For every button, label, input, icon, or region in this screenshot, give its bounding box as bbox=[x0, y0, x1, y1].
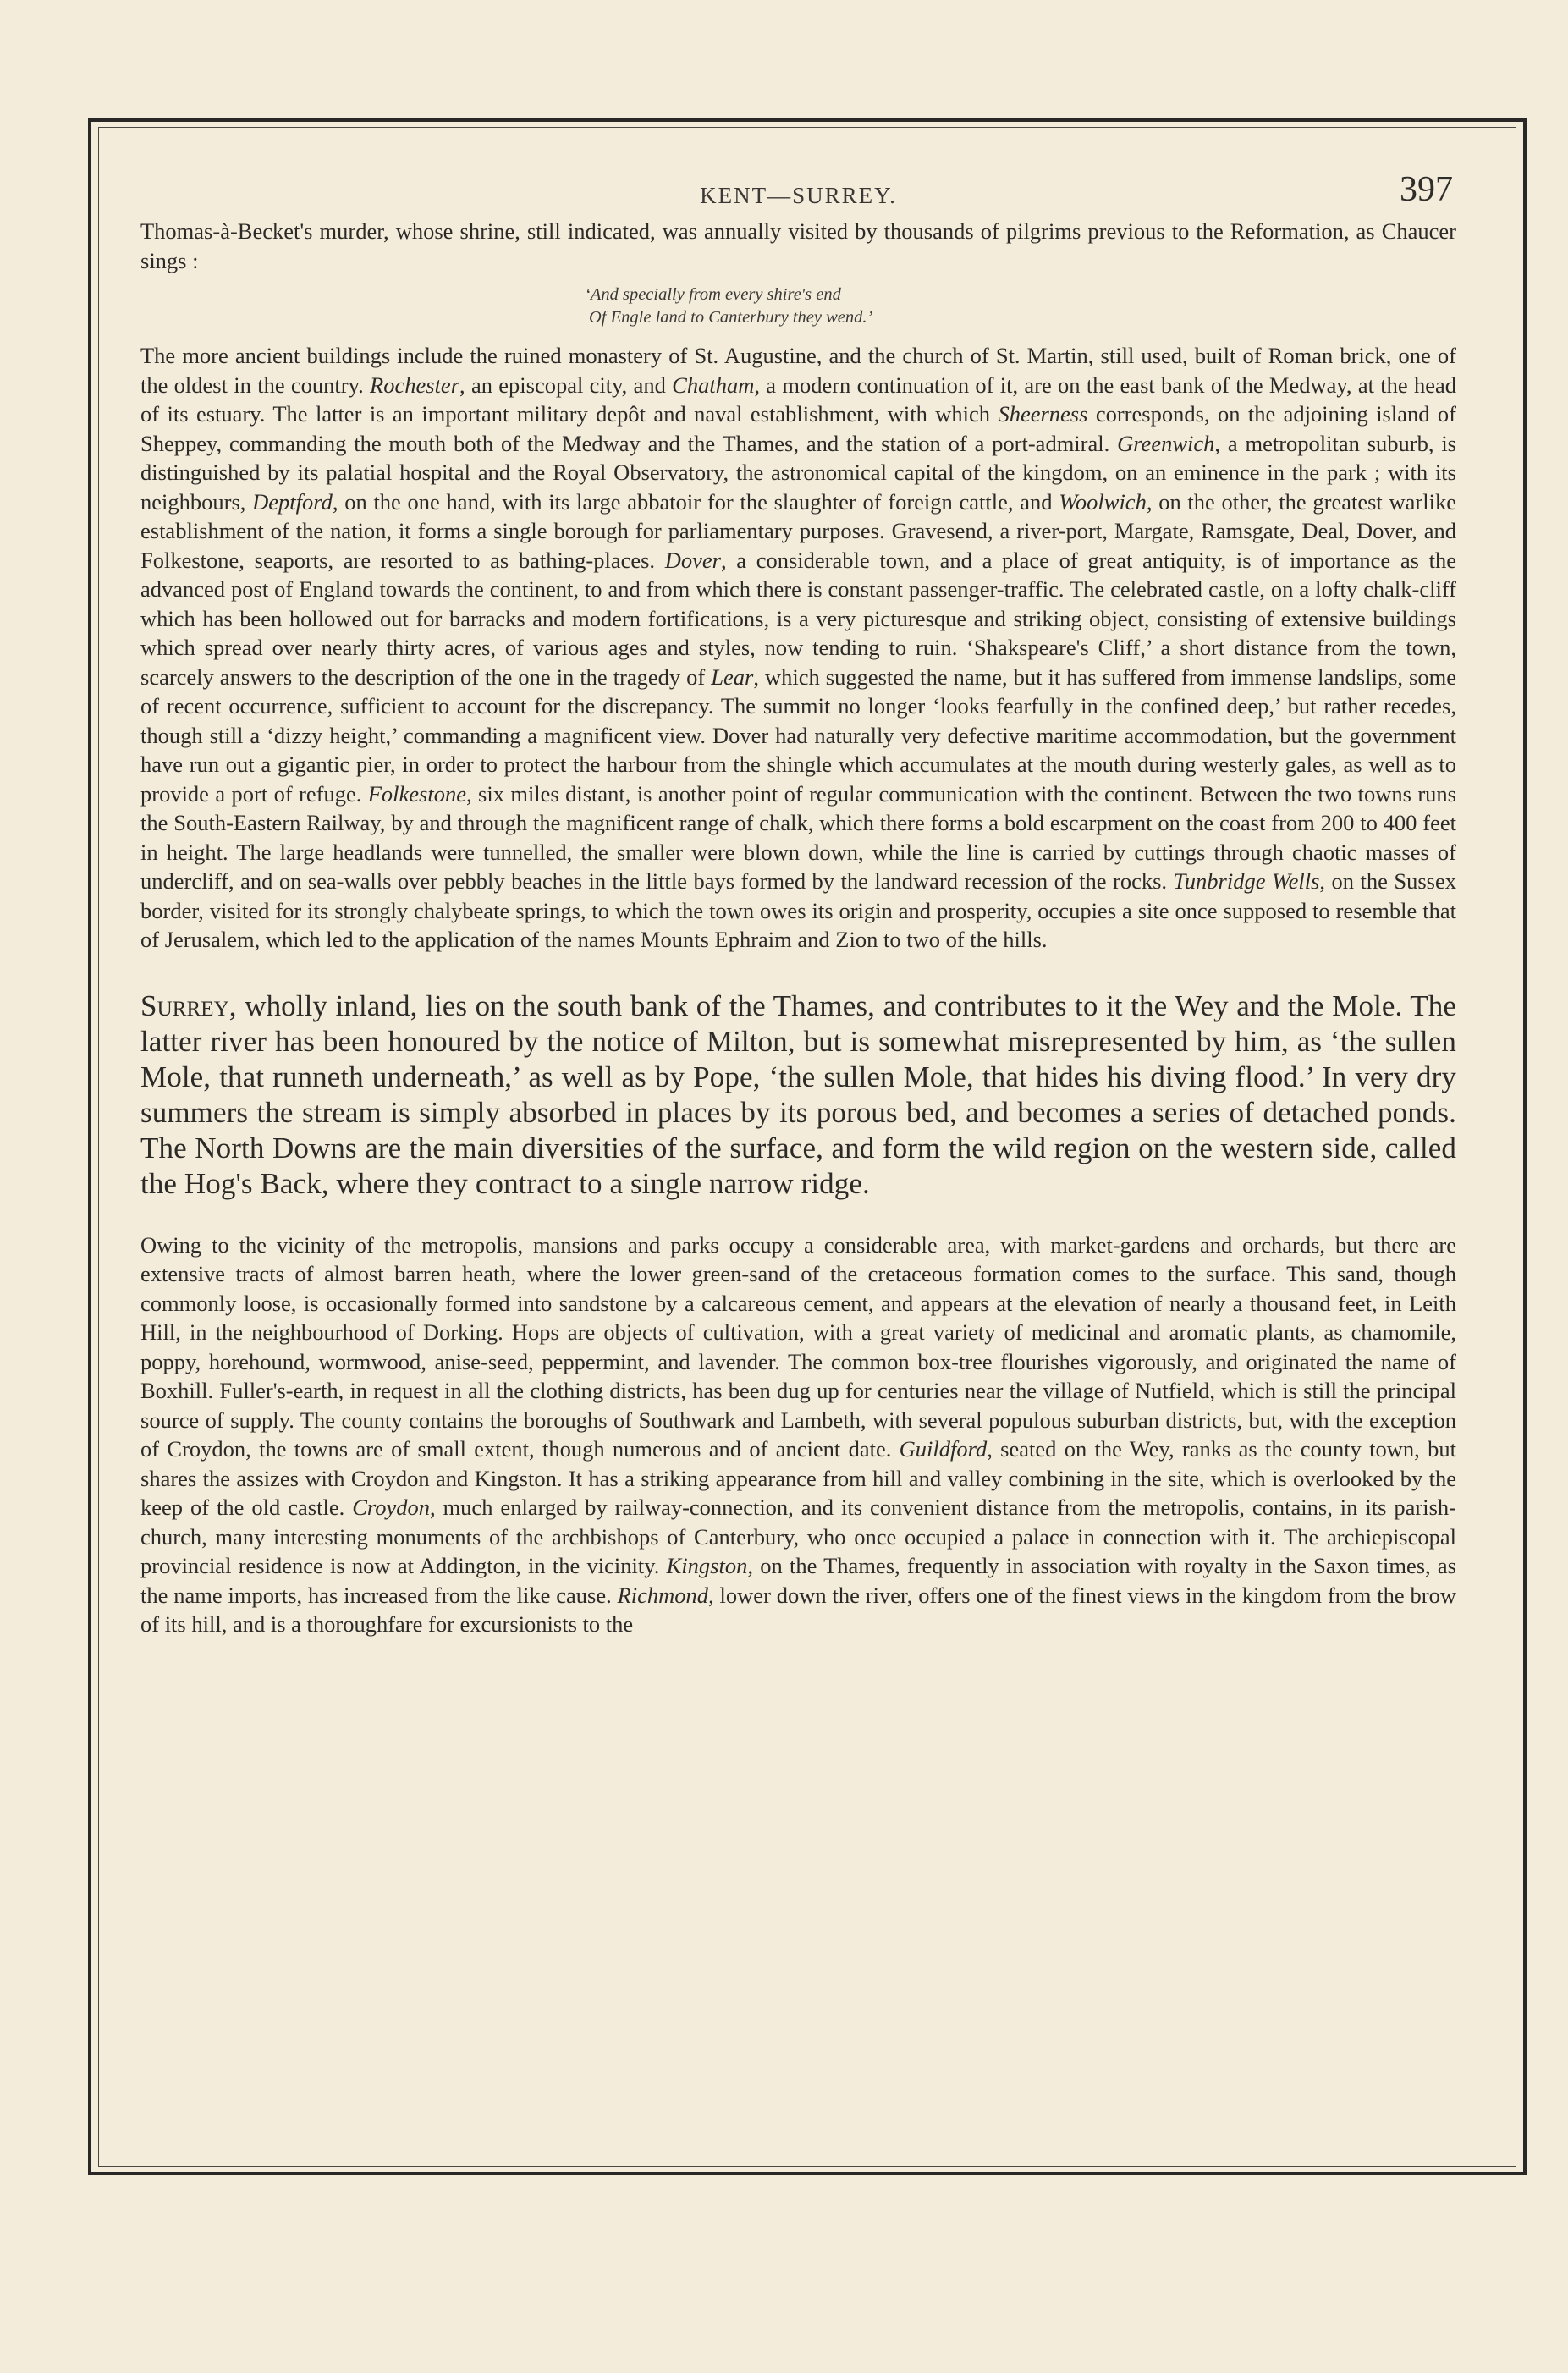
text-run: , six miles distant, is another point of regular communication with the continent. Between the two towns runs the South-Eastern Railway, by and through the magnificent range of chalk, which there forms a bold escarpment on the coast from 200 to 400 feet in height. The large headlands were tunnelled, the smaller were blown down, while the line is carried by cuttings through chaotic masses of undercliff, and on sea-walls over pebbly beaches in the little bays formed by the landward recession of the rocks. bbox=[140, 780, 1456, 894]
place-greenwich: Greenwich bbox=[1117, 430, 1215, 456]
kent-paragraph-2 bbox=[140, 341, 1456, 955]
text-run: , a considerable town, and a place of great antiquity, is of importance as the advanced post of England towards the continent, to and from which there is constant passenger-traffic. The celebrated castle, on a lofty chalk-cliff which has been hollowed out for barracks and modern fortifications, is a very picturesque and striking object, consisting of extensive buildings which spread over nearly thirty acres, of various ages and styles, now tending to ruin. ‘Shakspeare's Cliff,’ a short distance from the town, scarcely answers to the description of the one in the tragedy of bbox=[140, 547, 1456, 690]
quote-line-2: Of Engle land to Canterbury they wend.’ bbox=[589, 308, 873, 327]
text-run: , which suggested the name, but it has suffered from immense landslips, some of recent occurrence, sufficient to account for the discrepancy. The summit no longer ‘looks fearfully in the confined deep,’ but rather recedes, though still a ‘dizzy height,’ commanding a magnificent view. Dover had naturally very defective maritime accommodation, but the government have run out a gigantic pier, in order to protect the harbour from the shingle which accumulates at the mouth during westerly gales, as well as to provide a port of refuge. bbox=[140, 663, 1456, 807]
place-chatham: Chatham bbox=[672, 372, 755, 398]
place-dover: Dover bbox=[664, 547, 721, 573]
text-run: , wholly inland, lies on the south bank of the Thames, and contributes to it the Wey and the Mole. The latter river has been honoured by the notice of Milton, but is somewhat misrepresented by him, as ‘the sullen Mole, that runneth underneath,’ as well as by Pope, ‘the sullen Mole, that hides his diving flood.’ In very dry summers the stream is simply absorbed in places by its porous bed, and becomes a series of detached ponds. The North Downs are the main diversities of the surface, and form the wild region on the western side, called the Hog's Back, where they contract to a single narrow ridge. bbox=[140, 988, 1456, 1200]
text-run: , lower down the river, offers one of the finest views in the kingdom from the brow of its hill, and is a thoroughfare for excursionists to the bbox=[140, 1582, 1456, 1637]
text-run: The more ancient buildings include the ruined monastery of St. Augustine, and the church of St. Martin, still used, built of Roman brick, one of the oldest in the country. bbox=[140, 343, 1456, 398]
text-run: corresponds, on the adjoining island of Sheppey, commanding the mouth both of the Medway and the Thames, and the station of a port-admiral. bbox=[140, 401, 1456, 456]
text-run: , on the other, the greatest warlike establishment of the nation, it forms a single borough for parliamentary purposes. Gravesend, a river-port, Margate, Ramsgate, Deal, Dover, and Folkestone, seaports, are resorted to as bathing-places. bbox=[140, 488, 1456, 573]
place-guildford: Guildford bbox=[899, 1436, 988, 1462]
page-header bbox=[140, 169, 1456, 217]
place-kingston: Kingston bbox=[666, 1553, 748, 1578]
running-head: KENT—SURREY. bbox=[700, 183, 897, 208]
place-sheerness: Sheerness bbox=[998, 401, 1088, 427]
surrey-heading-word: Surrey bbox=[140, 988, 229, 1022]
text-run: , much enlarged by railway-connection, and its convenient distance from the metropolis, contains, in its parish-church, many interesting monuments of the archbishops of Canterbury, who once occupied a palace in connection with it. The archiepiscopal provincial residence is now at Addington, in the vicinity. bbox=[140, 1495, 1456, 1578]
place-woolwich: Woolwich bbox=[1059, 488, 1147, 515]
surrey-paragraph-2 bbox=[140, 1231, 1456, 1639]
text-run: , on the Sussex border, visited for its strongly chalybeate springs, to which the town owes its origin and prosperity, occupies a site once supposed to resemble that of Jerusalem, which led to the application of the names Mounts Ephraim and Zion to two of the hills. bbox=[140, 868, 1457, 952]
text-run: Owing to the vicinity of the metropolis, mansions and parks occupy a considerable area, with market-gardens and orchards, but there are extensive tracts of almost barren heath, where the lower green-sand of the cretaceous formation comes to the surface. This sand, though commonly loose, is occasionally formed into sandstone by a calcareous cement, and appears at the elevation of nearly a thousand feet, in Leith Hill, in the neighbourhood of Dorking. Hops are objects of cultivation, with a great variety of medicinal and aromatic plants, as chamomile, poppy, horehound, wormwood, anise-seed, peppermint, and lavender. The common box-tree flourishes vigorously, and originated the name of Boxhill. Fuller's-earth, in request in all the clothing districts, has been dug up for centuries near the village of Nutfield, which is still the principal source of supply. The county contains the boroughs of Southwark and Lambeth, with several populous suburban districts, but, with the exception of Croydon, the towns are of small extent, though numerous and of ancient date. bbox=[140, 1231, 1456, 1462]
place-tunbridge-wells: Tunbridge Wells bbox=[1173, 868, 1320, 894]
title-lear: Lear bbox=[711, 663, 754, 690]
quote-line-1: ‘And specially from every shire's end bbox=[585, 285, 841, 304]
place-rochester: Rochester bbox=[370, 372, 460, 398]
page-content bbox=[140, 169, 1456, 1639]
text-run: , seated on the Wey, ranks as the county town, but shares the assizes with Croydon and Kingston. It has a striking appearance from hill and valley combining in the site, which is overlooked by the keep of the old castle. bbox=[140, 1436, 1456, 1520]
kent-paragraph-1: Thomas-à-Becket's murder, whose shrine, still indicated, was annually visited by thousands of pilgrims previous to the Reformation, as Chaucer sings : bbox=[140, 218, 1456, 273]
place-croydon: Croydon bbox=[352, 1495, 430, 1520]
text-run: , on the one hand, with its large abbatoir for the slaughter of foreign cattle, and bbox=[332, 488, 1059, 515]
text-run: , on the Thames, frequently in association with royalty in the Saxon times, as the name imports, has increased from the like cause. bbox=[140, 1553, 1456, 1608]
page-number: 397 bbox=[1400, 170, 1453, 209]
place-folkestone: Folkestone bbox=[367, 780, 466, 807]
text-run: , an episcopal city, and bbox=[459, 372, 673, 398]
surrey-lead-paragraph bbox=[140, 988, 1456, 1202]
text-run: , a metropolitan suburb, is distinguished by its palatial hospital and the Royal Observatory, the astronomical capital of the kingdom, on an eminence in the park ; with its neighbours, bbox=[140, 430, 1456, 515]
text-run: , a modern continuation of it, are on the east bank of the Medway, at the head of its estuary. The latter is an important military depôt and naval establishment, with which bbox=[140, 372, 1456, 427]
place-richmond: Richmond bbox=[617, 1582, 709, 1608]
chaucer-quote bbox=[140, 284, 1456, 329]
place-deptford: Deptford bbox=[252, 488, 333, 515]
